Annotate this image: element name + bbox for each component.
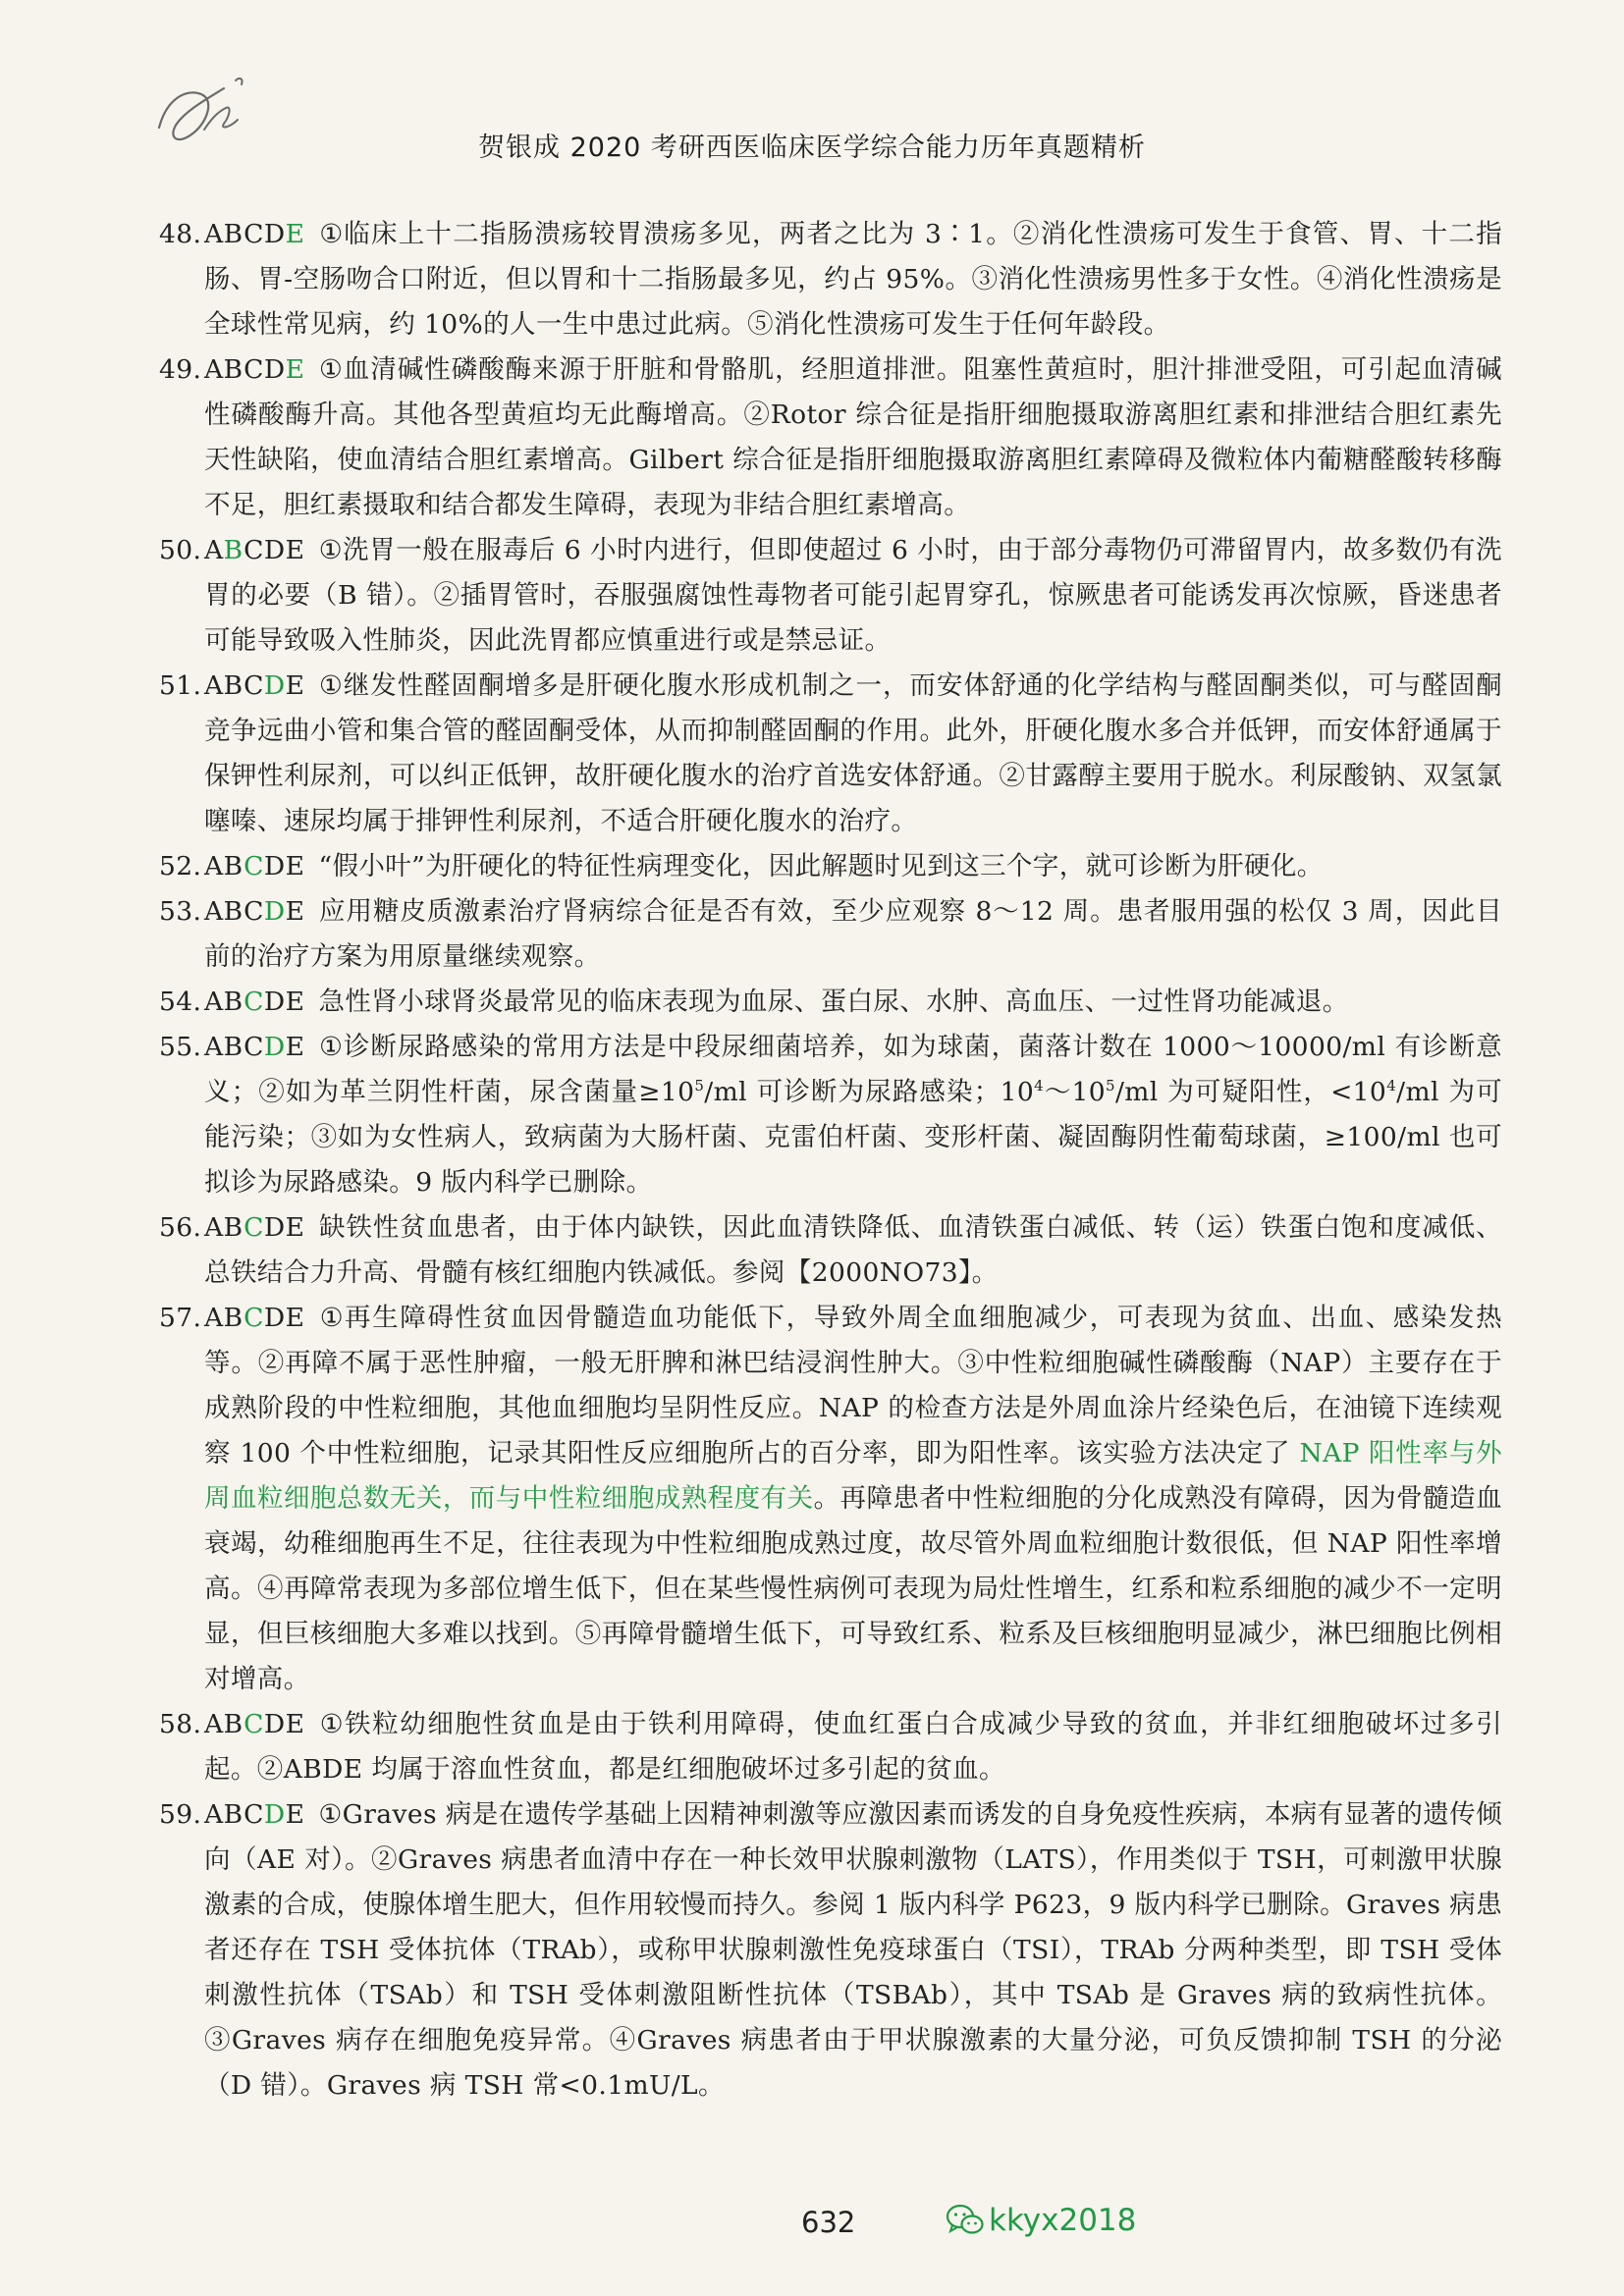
question-number: 58.	[159, 1709, 202, 1739]
option-letter: B	[223, 1303, 244, 1333]
answer-options	[204, 1709, 305, 1739]
option-letter: A	[204, 1032, 224, 1062]
highlighted-text: NAP 阳性率与外周血粒细胞总数无关，而与中性粒细胞成熟程度有关	[204, 1438, 1502, 1514]
correct-option: C	[244, 987, 264, 1017]
option-letter: B	[223, 1709, 244, 1739]
page-header-title: 贺银成 2020 考研西医临床医学综合能力历年真题精析	[478, 133, 1146, 163]
option-letter: C	[244, 1032, 264, 1062]
explanation-text: ①血清碱性磷酸酶来源于肝脏和骨骼肌，经胆道排泄。阻塞性黄疸时，胆汁排泄受阻，可引起血清碱性磷酸酶升高。其他各型黄疸均无此酶增高。②Rotor 综合征是指肝细胞摄取游离胆红素和排泄结合胆红素先天性缺陷，使血清结合胆红素增高。Gilbert 综合征是指肝细胞摄取游离胆红素障碍及微粒体内葡糖醛酸转移酶不足，胆红素摄取和结合都发生障碍，表现为非结合胆红素增高。	[204, 354, 1502, 520]
correct-option: D	[263, 1032, 286, 1062]
answer-entry	[159, 1025, 1502, 1205]
explanation-text: 应用糖皮质激素治疗肾病综合征是否有效，至少应观察 8～12 周。患者服用强的松仅 3 周，因此目前的治疗方案为用原量继续观察。	[204, 896, 1502, 972]
option-letter: A	[204, 535, 224, 565]
option-letter: D	[263, 1212, 286, 1243]
answer-options	[204, 1799, 305, 1830]
correct-option: E	[285, 219, 305, 249]
correct-option: C	[244, 1709, 264, 1739]
option-letter: E	[285, 670, 305, 701]
option-letter: D	[263, 219, 286, 249]
explanation-text: /ml 为可能污染；③如为女性病人，致病菌为大肠杆菌、克雷伯杆菌、变形杆菌、凝固酶阴性葡萄球菌，≥100/ml 也可拟诊为尿路感染。9 版内科学已删除。	[204, 1077, 1502, 1198]
watermark	[946, 2203, 1136, 2238]
superscript: 5	[694, 1077, 705, 1095]
option-letter: B	[223, 1212, 244, 1243]
correct-option: D	[263, 1799, 286, 1830]
explanation-text: ①铁粒幼细胞性贫血是由于铁利用障碍，使血红蛋白合成减少导致的贫血，并非红细胞破坏过多引起。②ABDE 均属于溶血性贫血，都是红细胞破坏过多引起的贫血。	[204, 1709, 1502, 1785]
option-letter: B	[223, 851, 244, 881]
explanation-text: 。再障患者中性粒细胞的分化成熟没有障碍，因为骨髓造血衰竭，幼稚细胞再生不足，往往表现为中性粒细胞成熟过度，故尽管外周血粒细胞计数很低，但 NAP 阳性率增高。④再障常表现为多部位增生低下，但在某些慢性病例可表现为局灶性增生，红系和粒系细胞的减少不一定明显，但巨核细胞大多难以找到。⑤再障骨髓增生低下，可导致红系、粒系及巨核细胞明显减少，淋巴细胞比例相对增高。	[204, 1483, 1503, 1694]
option-letter: E	[285, 1212, 305, 1243]
correct-option: D	[263, 896, 286, 927]
option-letter: B	[223, 670, 244, 701]
question-number: 53.	[159, 896, 202, 927]
answer-entry	[159, 1702, 1502, 1792]
option-letter: D	[263, 851, 286, 881]
explanation-text: ①Graves 病是在遗传学基础上因精神刺激等应激因素而诱发的自身免疫性疾病，本病有显著的遗传倾向（AE 对）。②Graves 病患者血清中存在一种长效甲状腺刺激物（LATS），作用类似于 TSH，可刺激甲状腺激素的合成，使腺体增生肥大，但作用较慢而持久。参阅 1 版内科学 P623，9 版内科学已删除。Graves 病患者还存在 TSH 受体抗体（TRAb），或称甲状腺刺激性免疫球蛋白（TSI），TRAb 分两种类型，即 TSH 受体刺激性抗体（TSAb）和 TSH 受体刺激阻断性抗体（TSBAb），其中 TSAb 是 Graves 病的致病性抗体。③Graves 病存在细胞免疫异常。④Graves 病患者由于甲状腺激素的大量分泌，可负反馈抑制 TSH 的分泌（D 错）。Graves 病 TSH 常<0.1mU/L。	[204, 1799, 1502, 2101]
explanation-text: 急性肾小球肾炎最常见的临床表现为血尿、蛋白尿、水肿、高血压、一过性肾功能减退。	[318, 987, 1349, 1017]
explanation-text: ①再生障碍性贫血因骨髓造血功能低下，导致外周全血细胞减少，可表现为贫血、出血、感染发热等。②再障不属于恶性肿瘤，一般无肝脾和淋巴结浸润性肿大。③中性粒细胞碱性磷酸酶（NAP）主要存在于成熟阶段的中性粒细胞，其他血细胞均呈阴性反应。NAP 的检查方法是外周血涂片经染色后，在油镜下连续观察 100 个中性粒细胞，记录其阳性反应细胞所占的百分率，即为阳性率。该实验方法决定了	[204, 1303, 1502, 1468]
question-number: 49.	[159, 354, 202, 385]
superscript: 4	[1034, 1077, 1045, 1095]
option-letter: E	[285, 851, 305, 881]
option-letter: C	[244, 896, 264, 927]
option-letter: B	[223, 1032, 244, 1062]
question-number: 56.	[159, 1212, 202, 1243]
explanation-text: ①继发性醛固酮增多是肝硬化腹水形成机制之一，而安体舒通的化学结构与醛固酮类似，可与醛固酮竞争远曲小管和集合管的醛固酮受体，从而抑制醛固酮的作用。此外，肝硬化腹水多合并低钾，而安体舒通属于保钾性利尿剂，可以纠正低钾，故肝硬化腹水的治疗首选安体舒通。②甘露醇主要用于脱水。利尿酸钠、双氢氯噻嗪、速尿均属于排钾性利尿剂，不适合肝硬化腹水的治疗。	[204, 670, 1502, 836]
option-letter: A	[204, 670, 224, 701]
page-number: 632	[801, 2206, 856, 2239]
explanation-text: /ml 为可疑阳性，<10	[1114, 1077, 1387, 1107]
correct-option: C	[244, 1303, 264, 1333]
answer-entry	[159, 1205, 1502, 1296]
question-number: 50.	[159, 535, 202, 565]
option-letter: E	[285, 1032, 305, 1062]
option-letter: B	[223, 896, 244, 927]
explanation-text: ～10	[1044, 1077, 1106, 1107]
answer-entry	[159, 212, 1502, 347]
answer-options	[204, 219, 305, 249]
option-letter: A	[204, 987, 224, 1017]
correct-option: C	[244, 1212, 264, 1243]
answer-entry	[159, 889, 1502, 980]
correct-option: C	[244, 851, 264, 881]
superscript: 4	[1386, 1077, 1397, 1095]
wechat-icon	[946, 2204, 985, 2237]
question-number: 55.	[159, 1032, 202, 1062]
option-letter: E	[285, 987, 305, 1017]
watermark-text: kkyx2018	[989, 2203, 1137, 2238]
option-letter: C	[244, 535, 264, 565]
answer-entry	[159, 528, 1502, 664]
superscript: 5	[1105, 1077, 1115, 1095]
option-letter: D	[263, 354, 286, 385]
answer-entry	[159, 980, 1502, 1025]
option-letter: C	[244, 670, 264, 701]
answer-options	[204, 1032, 305, 1062]
question-number: 54.	[159, 987, 202, 1017]
question-number: 52.	[159, 851, 202, 881]
explanation-text: “假小叶”为肝硬化的特征性病理变化，因此解题时见到这三个字，就可诊断为肝硬化。	[318, 851, 1324, 881]
option-letter: A	[204, 896, 224, 927]
answer-options	[204, 535, 305, 565]
option-letter: B	[223, 354, 244, 385]
option-letter: A	[204, 1212, 224, 1243]
option-letter: A	[204, 851, 224, 881]
answer-options	[204, 1212, 305, 1243]
option-letter: B	[223, 987, 244, 1017]
option-letter: C	[244, 354, 264, 385]
answer-explanations	[159, 212, 1502, 2109]
answer-entry	[159, 1792, 1502, 2109]
correct-option: E	[285, 354, 305, 385]
question-number: 51.	[159, 670, 202, 701]
option-letter: A	[204, 219, 224, 249]
option-letter: D	[263, 1303, 286, 1333]
explanation-text: /ml 可诊断为尿路感染；10	[704, 1077, 1035, 1107]
answer-entry	[159, 844, 1502, 889]
answer-options	[204, 1303, 305, 1333]
question-number: 48.	[159, 219, 202, 249]
explanation-text: ①临床上十二指肠溃疡较胃溃疡多见，两者之比为 3∶1。②消化性溃疡可发生于食管、胃、十二指肠、胃-空肠吻合口附近，但以胃和十二指肠最多见，约占 95%。③消化性溃疡男性多于女性。④消化性溃疡是全球性常见病，约 10%的人一生中患过此病。⑤消化性溃疡可发生于任何年龄段。	[204, 219, 1502, 340]
option-letter: A	[204, 1709, 224, 1739]
option-letter: E	[285, 1709, 305, 1739]
answer-entry	[159, 1296, 1502, 1702]
option-letter: E	[285, 1799, 305, 1830]
answer-options	[204, 987, 305, 1017]
answer-options	[204, 670, 305, 701]
answer-entry	[159, 347, 1502, 528]
option-letter: C	[244, 1799, 264, 1830]
explanation-text: ①洗胃一般在服毒后 6 小时内进行，但即使超过 6 小时，由于部分毒物仍可滞留胃内，故多数仍有洗胃的必要（B 错）。②插胃管时，吞服强腐蚀性毒物者可能引起胃穿孔，惊厥患者可能诱发再次惊厥，昏迷患者可能导致吸入性肺炎，因此洗胃都应慎重进行或是禁忌证。	[204, 535, 1502, 656]
option-letter: A	[204, 354, 224, 385]
answer-options	[204, 896, 305, 927]
option-letter: B	[223, 219, 244, 249]
question-number: 57.	[159, 1303, 202, 1333]
option-letter: E	[285, 1303, 305, 1333]
question-number: 59.	[159, 1799, 202, 1830]
option-letter: C	[244, 219, 264, 249]
option-letter: B	[223, 1799, 244, 1830]
explanation-text: ①诊断尿路感染的常用方法是中段尿细菌培养，如为球菌，菌落计数在 1000～10000/ml 有诊断意义；②如为革兰阴性杆菌，尿含菌量≥10	[204, 1032, 1502, 1107]
option-letter: A	[204, 1799, 224, 1830]
answer-options	[204, 354, 305, 385]
option-letter: D	[263, 535, 286, 565]
option-letter: E	[285, 896, 305, 927]
option-letter: E	[285, 535, 305, 565]
option-letter: D	[263, 987, 286, 1017]
option-letter: D	[263, 1709, 286, 1739]
option-letter: A	[204, 1303, 224, 1333]
explanation-text: 缺铁性贫血患者，由于体内缺铁，因此血清铁降低、血清铁蛋白减低、转（运）铁蛋白饱和度减低、总铁结合力升高、骨髓有核红细胞内铁减低。参阅【2000NO73】。	[204, 1212, 1502, 1288]
answer-entry	[159, 664, 1502, 844]
correct-option: D	[263, 670, 286, 701]
answer-options	[204, 851, 305, 881]
correct-option: B	[223, 535, 244, 565]
